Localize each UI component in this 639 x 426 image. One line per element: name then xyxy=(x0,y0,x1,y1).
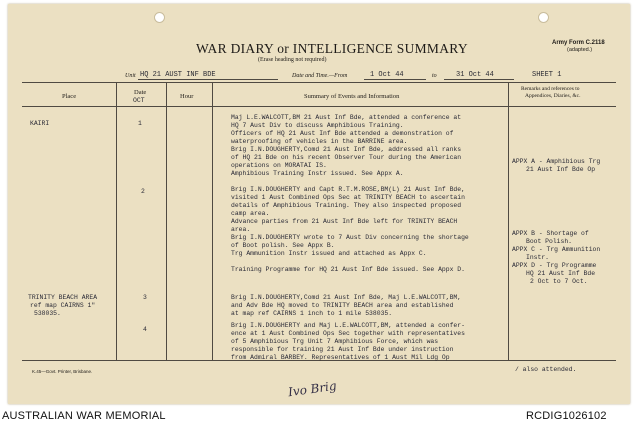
remarks-line: APPX C - Trg Ammunition xyxy=(512,246,601,253)
summary-line: Brig I.N.DOUGHERTY wrote to 7 Aust Div concerning the shortage xyxy=(231,234,469,241)
date-entry-3: 3 xyxy=(143,294,147,301)
col-header-date: Date xyxy=(134,89,147,96)
date-entry-4: 4 xyxy=(143,326,147,333)
from-underline xyxy=(364,79,426,80)
unit-underline xyxy=(138,79,278,80)
col-divider-4 xyxy=(508,82,509,360)
remarks-line: APPX A - Amphibious Trg xyxy=(512,158,601,165)
remarks-line: APPX B - Shortage of xyxy=(512,230,589,237)
summary-line: responsible for training 21 Aust Inf Bde under instruction xyxy=(231,346,454,353)
header-bottom-border xyxy=(22,106,616,107)
handwritten-signature: Ivo Brig xyxy=(287,378,338,400)
summary-line: camp area. xyxy=(231,210,270,217)
summary-line: of 5 Amphibious Trg Unit 7 Amphibious Force, which was xyxy=(231,338,439,345)
summary-line: Officers of HQ 21 Aust Inf Bde attended a demonstration of xyxy=(231,130,454,137)
summary-line: ence at 1 Aust Combined Ops Sec together with representatives xyxy=(231,330,465,337)
date-entry-2: 2 xyxy=(141,188,145,195)
table-top-border xyxy=(22,82,616,83)
unit-label: Unit xyxy=(125,73,136,79)
form-title: WAR DIARY or INTELLIGENCE SUMMARY xyxy=(196,41,468,56)
form-subtitle: (Erase heading not required) xyxy=(258,57,327,63)
remarks-line: 2 Oct to 7 Oct. xyxy=(530,278,588,285)
summary-line: operations on MORATAI IS. xyxy=(231,162,327,169)
from-date: 1 Oct 44 xyxy=(370,71,404,79)
col-header-remarks-line2: Appendices, Diaries, &c. xyxy=(525,93,581,99)
summary-line: and Adv Bde HQ moved to TRINITY BEACH area and established xyxy=(231,302,454,309)
summary-line: Advance parties from 21 Aust Inf Bde left for TRINITY BEACH xyxy=(231,218,458,225)
sheet-number: SHEET 1 xyxy=(532,71,562,79)
summary-line: Brig I.N.DOUGHERTY and Capt R.T.M.ROSE,BM(L) 21 Aust Inf Bde, xyxy=(231,186,465,193)
remarks-line: Instr. xyxy=(526,254,550,261)
col-divider-2 xyxy=(166,82,167,360)
punch-hole-left xyxy=(154,12,165,23)
place-entry-1: KAIRI xyxy=(30,120,50,127)
summary-line: details of Amphibious Training. They also inspected proposed xyxy=(231,202,462,209)
summary-line: Maj L.E.WALCOTT,BM 21 Aust Inf Bde, attended a conference at xyxy=(231,114,462,121)
date-range-label: Date and Time.—From xyxy=(292,73,348,79)
footer-institution: AUSTRALIAN WAR MEMORIAL xyxy=(2,410,166,422)
summary-line: area. xyxy=(231,226,251,233)
summary-line: Trg Ammunition Instr issued and attached as Appx C. xyxy=(231,250,427,257)
summary-line: of HQ 21 Bde on his recent Observer Tour during the American xyxy=(231,154,462,161)
summary-line: from Admiral BARBEY. Representatives of 1 Aust Mil Ldg Op xyxy=(231,354,450,361)
army-form-adapted: (adapted.) xyxy=(567,47,593,53)
col-header-hour: Hour xyxy=(180,93,194,100)
summary-line: Brig I.N.DOUGHERTY,Comd 21 Aust Inf Bde, Maj L.E.WALCOTT,BM, xyxy=(231,294,462,301)
remarks-line: HQ 21 Aust Inf Bde xyxy=(526,270,596,277)
summary-line: waterproofing of vehicles in the BARRINE area. xyxy=(231,138,408,145)
unit-value: HQ 21 AUST INF BDE xyxy=(140,71,216,79)
footer-reference-code: RCDIG1026102 xyxy=(526,410,607,422)
army-form-number: Army Form C.2118 xyxy=(552,40,605,46)
col-divider-3 xyxy=(212,82,213,360)
col-header-summary: Summary of Events and Information xyxy=(304,93,400,100)
col-divider-1 xyxy=(116,82,117,360)
remarks-line: 21 Aust Inf Bde Op xyxy=(526,166,596,173)
summary-line: at map ref CAIRNS 1 inch to 1 mile 538035. xyxy=(231,310,393,317)
summary-line: Brig I.N.DOUGHERTY,Comd 21 Aust Inf Bde, addressed all ranks xyxy=(231,146,462,153)
col-header-remarks-line1: Remarks and references to xyxy=(521,86,580,92)
place-entry-3-ref: ref map CAIRNS 1" xyxy=(30,302,96,309)
date-entry-1: 1 xyxy=(138,120,142,127)
summary-line: Amphibious Training Instr issued. See Appx A. xyxy=(231,170,404,177)
place-entry-3: TRINITY BEACH AREA xyxy=(28,294,98,301)
place-entry-3-grid: 538035. xyxy=(34,310,61,317)
remarks-line: Boot Polish. xyxy=(526,238,573,245)
also-attended-note: / also attended. xyxy=(515,366,577,373)
summary-line: Training Programme for HQ 21 Aust Inf Bde issued. See Appx D. xyxy=(231,266,465,273)
col-header-place: Place xyxy=(62,93,77,100)
to-date: 31 Oct 44 xyxy=(456,71,494,79)
to-underline xyxy=(444,79,514,80)
punch-hole-right xyxy=(538,12,549,23)
remarks-line: APPX D - Trg Programme xyxy=(512,262,597,269)
printer-imprint: K.45—Govt. Printer, Brisbane. xyxy=(32,369,93,374)
summary-line: Brig I.N.DOUGHERTY and Maj L.E.WALCOTT,BM, attended a confer- xyxy=(231,322,465,329)
summary-line: of Boot polish. See Appx B. xyxy=(231,242,335,249)
summary-line: visited 1 Aust Combined Ops Sec at TRINITY BEACH to ascertain xyxy=(231,194,465,201)
col-header-date-month: OCT xyxy=(133,97,145,104)
summary-line: HQ 7 Aust Div to discuss Amphibious Training. xyxy=(231,122,404,129)
to-label: to xyxy=(432,73,437,79)
